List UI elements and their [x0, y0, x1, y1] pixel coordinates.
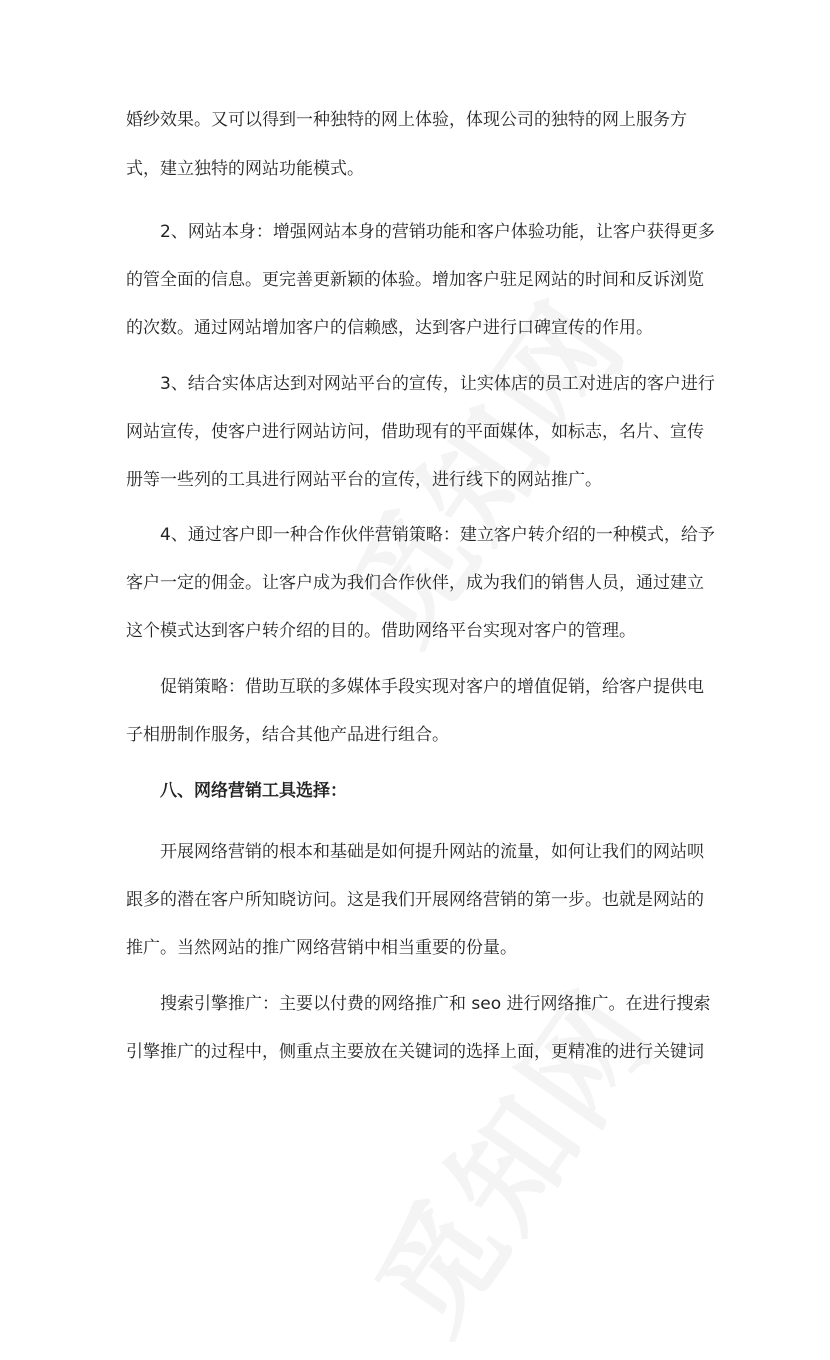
paragraph-line: 的次数。通过网站增加客户的信赖感，达到客户进行口碑宣传的作用。 — [126, 318, 653, 338]
paragraph-line: 网站宣传，使客户进行网站访问，借助现有的平面媒体，如标志，名片、宣传 — [126, 422, 704, 442]
paragraph-line: 开展网络营销的根本和基础是如何提升网站的流量，如何让我们的网站呗 — [160, 842, 704, 862]
paragraph-line: 推广。当然网站的推广网络营销中相当重要的份量。 — [126, 938, 517, 958]
paragraph-line: 子相册制作服务，结合其他产品进行组合。 — [126, 725, 449, 745]
paragraph-line: 跟多的潜在客户所知晓访问。这是我们开展网络营销的第一步。也就是网站的 — [126, 890, 704, 910]
paragraph-line: 3、结合实体店达到对网站平台的宣传，让实体店的员工对进店的客户进行 — [160, 374, 715, 394]
paragraph-line: 的管全面的信息。更完善更新颖的体验。增加客户驻足网站的时间和反诉浏览 — [126, 270, 704, 290]
paragraph-line: 促销策略：借助互联的多媒体手段实现对客户的增值促销，给客户提供电 — [160, 677, 704, 697]
paragraph-line: 引擎推广的过程中，侧重点主要放在关键词的选择上面，更精准的进行关键词 — [126, 1042, 704, 1062]
paragraph-line: 4、通过客户即一种合作伙伴营销策略：建立客户转介绍的一种模式，给予 — [160, 525, 715, 545]
section-heading: 八、网络营销工具选择： — [160, 781, 347, 801]
paragraph-line: 册等一些列的工具进行网站平台的宣传，进行线下的网站推广。 — [126, 470, 602, 490]
paragraph-line: 2、网站本身：增强网站本身的营销功能和客户体验功能，让客户获得更多 — [160, 222, 715, 242]
paragraph-line: 客户一定的佣金。让客户成为我们合作伙伴，成为我们的销售人员，通过建立 — [126, 573, 704, 593]
paragraph-line: 搜索引擎推广：主要以付费的网络推广和 seo 进行网络推广。在进行搜索 — [160, 994, 711, 1014]
paragraph-line: 式，建立独特的网站功能模式。 — [126, 159, 364, 179]
paragraph-line: 婚纱效果。又可以得到一种独特的网上体验，体现公司的独特的网上服务方 — [126, 110, 687, 130]
paragraph-line: 这个模式达到客户转介绍的目的。借助网络平台实现对客户的管理。 — [126, 621, 636, 641]
